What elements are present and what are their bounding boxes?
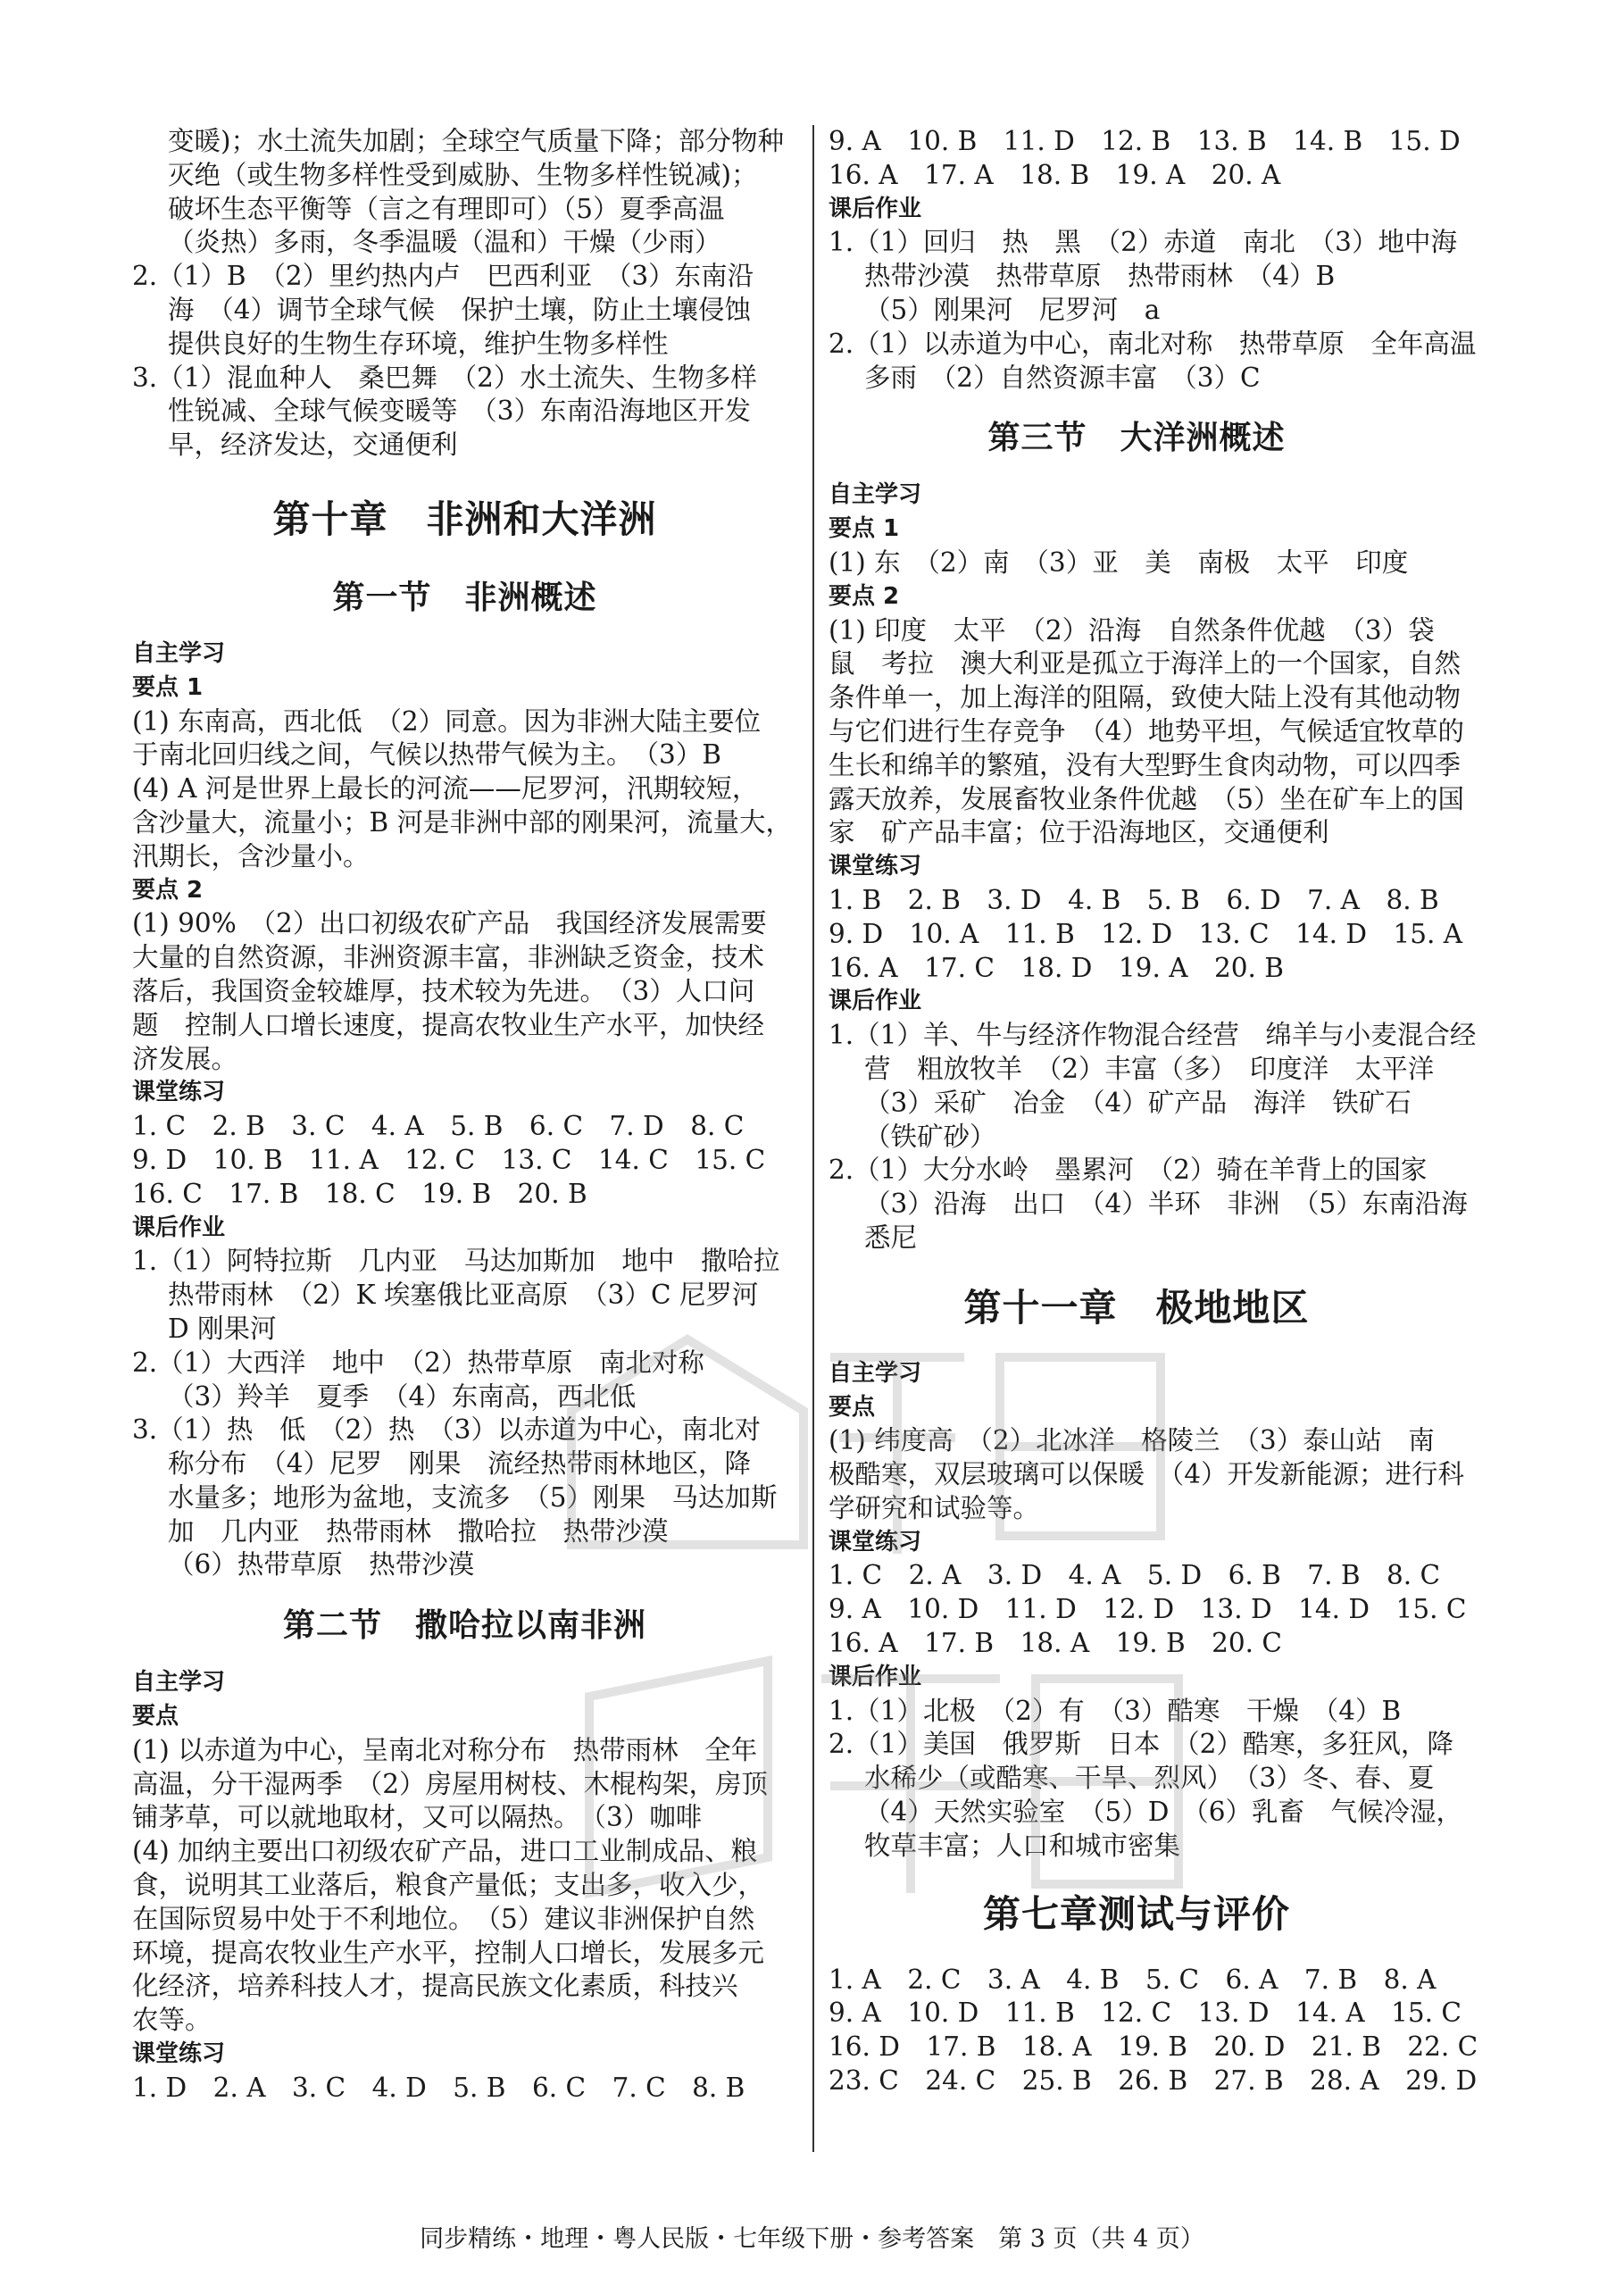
self-study-label: 自主学习 — [829, 1359, 922, 1387]
answer-line: (1) 纬度高 （2）北冰洋 格陵兰 （3）泰山站 南 — [829, 1425, 1435, 1456]
answer-line: 1.（1）回归 热 黑 （2）赤道 南北 （3）地中海 — [829, 227, 1457, 258]
answer-line: 1. B 2. B 3. D 4. B 5. B 6. D 7. A 8. B — [829, 884, 1439, 915]
answer-line: 环境，提高农牧业生产水平，控制人口增长，发展多元 — [132, 1937, 765, 1968]
homework-label: 课后作业 — [829, 1663, 922, 1690]
answer-line: 热带雨林 （2）K 埃塞俄比亚高原 （3）C 尼罗河 — [168, 1280, 759, 1311]
answer-line: 含沙量大，流量小；B 河是非洲中部的刚果河，流量大， — [132, 806, 793, 838]
answer-line: (4) 加纳主要出口初级农矿产品，进口工业制成品、粮 — [132, 1836, 758, 1867]
class-practice-label: 课堂练习 — [132, 2040, 226, 2068]
self-study-label: 自主学习 — [132, 1669, 226, 1697]
answer-line: 在国际贸易中处于不利地位。 （5）建议非洲保护自然 — [132, 1903, 755, 1934]
left-column — [132, 125, 797, 2106]
answer-line: 鼠 考拉 澳大利亚是孤立于海洋上的一个国家，自然 — [829, 648, 1462, 680]
answer-line: 2.（1）大西洋 地中 （2）热带草原 南北对称 — [132, 1347, 704, 1378]
key-point-label: 要点 — [132, 1703, 179, 1731]
answer-line: 2.（1）美国 俄罗斯 日本 （2）酷寒，多狂风，降 — [829, 1729, 1453, 1760]
key-point-1-label: 要点 1 — [829, 515, 900, 543]
test-answers — [829, 1964, 1478, 2098]
answer-line: 与它们进行生存竞争 （4）地势平坦，气候适宜牧草的 — [829, 715, 1465, 746]
answer-line: 水稀少（或酷寒、干旱、烈风） （3）冬、春、夏 — [864, 1763, 1435, 1794]
answer-line: 1.（1）阿特拉斯 几内亚 马达加斯加 地中 撒哈拉 — [132, 1246, 780, 1277]
key-point-1-answers — [132, 705, 797, 874]
class-practice-answers — [829, 884, 1463, 985]
key-point-2-label: 要点 2 — [829, 582, 900, 610]
answer-line: 16. C 17. B 18. C 19. B 20. B — [132, 1178, 587, 1209]
continuation-block — [132, 125, 797, 463]
chapter-11-title: 第十一章 极地地区 — [963, 1285, 1310, 1330]
section-3-title: 第三节 大洋洲概述 — [987, 420, 1286, 457]
section-2-title: 第二节 撒哈拉以南非洲 — [282, 1607, 646, 1645]
class-practice-label: 课堂练习 — [829, 1528, 922, 1556]
homework-answers — [829, 226, 1477, 395]
answer-line: 2.（1）B （2）里约热内卢 巴西利亚 （3）东南沿 — [132, 261, 754, 292]
homework-answers — [829, 1019, 1477, 1255]
answer-line: 1. C 2. A 3. D 4. A 5. D 6. B 7. B 8. C — [829, 1560, 1441, 1591]
answer-line: 1.（1）羊、牛与经济作物混合经营 绵羊与小麦混合经 — [829, 1020, 1477, 1051]
answer-line: 海 （4）调节全球气候 保护土壤，防止土壤侵蚀 — [168, 294, 752, 325]
answer-line: 于南北回归线之间，气候以热带气候为主。 （3）B — [132, 739, 721, 771]
chapter-10-title: 第十章 非洲和大洋洲 — [272, 496, 657, 541]
answer-line: 悉尼 — [864, 1222, 918, 1253]
answer-line: （3）采矿 冶金 （4）矿产品 海洋 铁矿石 — [864, 1087, 1412, 1118]
answer-line: 3.（1）热 低 （2）热 （3）以赤道为中心，南北对 — [132, 1414, 761, 1446]
answer-line: 9. D 10. A 11. B 12. D 13. C 14. D 15. A — [829, 918, 1463, 949]
answer-line: (1) 90% （2）出口初级农矿产品 我国经济发展需要 — [132, 908, 767, 939]
answer-line: （铁矿砂） — [864, 1121, 996, 1152]
class-practice-answers — [132, 1110, 797, 1211]
answer-line: 23. C 24. C 25. B 26. B 27. B 28. A 29. D — [829, 2065, 1478, 2097]
answer-line: 提供良好的生物生存环境，维护生物多样性 — [168, 328, 669, 359]
answer-line: 极酷寒，双层玻璃可以保暖 （4）开发新能源；进行科 — [829, 1459, 1465, 1490]
answer-line: 3.（1）混血种人 桑巴舞 （2）水土流失、生物多样 — [132, 362, 757, 393]
answer-line: 16. A 17. B 18. A 19. B 20. C — [829, 1628, 1282, 1659]
answer-line: (1) 东南高，西北低 （2）同意。因为非洲大陆主要位 — [132, 705, 762, 737]
answer-line: 9. A 10. D 11. B 12. C 13. D 14. A 15. C — [829, 1998, 1462, 2029]
answer-line: 食，说明其工业落后，粮食产量低；支出多，收入少， — [132, 1870, 765, 1901]
answer-line: 1. A 2. C 3. A 4. B 5. C 6. A 7. B 8. A — [829, 1964, 1437, 1995]
answer-line: 营 粗放牧羊 （2）丰富（多） 印度洋 太平洋 — [864, 1053, 1435, 1084]
answer-line: 化经济，培养科技人才，提高民族文化素质，科技兴 — [132, 1971, 738, 2002]
key-point-2-answers — [132, 907, 797, 1076]
answer-line: 加 几内亚 热带雨林 撒哈拉 热带沙漠 — [168, 1515, 669, 1547]
answer-line: 落后，我国资金较雄厚，技术较为先进。 （3）人口问 — [132, 975, 755, 1006]
answer-line: 济发展。 — [132, 1043, 238, 1074]
answer-line: 农等。 — [132, 2005, 212, 2036]
page-footer: 同步精练・地理・粤人民版・七年级下册・参考答案 第 3 页（共 4 页） — [420, 2225, 1204, 2253]
answer-line: 1. C 2. B 3. C 4. A 5. B 6. C 7. D 8. C — [132, 1111, 745, 1142]
answer-line: 9. A 10. B 11. D 12. B 13. B 14. B 15. D — [829, 126, 1461, 156]
answer-line: 2.（1）大分水岭 墨累河 （2）骑在羊背上的国家 — [829, 1155, 1428, 1186]
class-practice-answers — [132, 2072, 797, 2106]
answer-line: 露天放养，发展畜牧业条件优越 （5）坐在矿车上的国 — [829, 783, 1465, 814]
answer-line: 性锐减、全球气候变暖等 （3）东南沿海地区开发 — [168, 396, 752, 427]
answer-line: 铺茅草，可以就地取材，又可以隔热。 （3）咖啡 — [132, 1802, 703, 1833]
answer-line: D 刚果河 — [168, 1313, 277, 1344]
key-point-2-answers — [829, 614, 1465, 851]
answer-line: 生长和绵羊的繁殖，没有大型野生食肉动物，可以四季 — [829, 749, 1462, 780]
answer-line: 家 矿产品丰富；位于沿海地区，交通便利 — [829, 817, 1329, 848]
self-study-label: 自主学习 — [829, 481, 922, 509]
answer-line: 水量多；地形为盆地，支流多 （5）刚果 马达加斯 — [168, 1481, 778, 1513]
answer-line: 16. D 17. B 18. A 19. B 20. D 21. B 22. C — [829, 2031, 1478, 2063]
answer-line: 学研究和试验等。 — [829, 1492, 1040, 1523]
key-point-answers — [132, 1734, 797, 2038]
answer-line: （3）羚羊 夏季 （4）东南高，西北低 — [168, 1380, 637, 1412]
homework-answers — [829, 1695, 1462, 1864]
answer-line: 高温，分干湿两季 （2）房屋用树枝、木棍构架，房顶 — [132, 1768, 769, 1799]
answer-line: 9. D 10. B 11. A 12. C 13. C 14. C 15. C — [132, 1144, 766, 1175]
answer-line: (1) 东 （2）南 （3）亚 美 南极 太平 印度 — [829, 546, 1409, 578]
homework-answers — [132, 1245, 797, 1582]
key-point-2-label: 要点 2 — [132, 876, 204, 904]
answer-line: （炎热）多雨，冬季温暖（温和）干燥（少雨） — [168, 227, 721, 258]
answer-line: 牧草丰富；人口和城市密集 — [864, 1830, 1181, 1861]
answer-line: 灭绝（或生物多样性受到威胁、生物多样性锐减)； — [168, 159, 758, 190]
answer-line: 2.（1）以赤道为中心，南北对称 热带草原 全年高温 — [829, 328, 1477, 359]
answer-line: 1. D 2. A 3. C 4. D 5. B 6. C 7. C 8. B — [132, 2072, 745, 2103]
answer-line: (1) 以赤道为中心，呈南北对称分布 热带雨林 全年 — [132, 1734, 758, 1765]
answer-line: 汛期长，含沙量小。 — [132, 840, 370, 872]
column-divider — [812, 125, 814, 2152]
answer-line: 题 控制人口增长速度，提高农牧业生产水平，加快经 — [132, 1009, 765, 1040]
class-practice-label: 课堂练习 — [132, 1079, 226, 1106]
right-column — [829, 125, 1478, 2098]
key-point-1-label: 要点 1 — [132, 673, 204, 701]
class-practice-label: 课堂练习 — [829, 853, 922, 880]
answer-line: (4) A 河是世界上最长的河流——尼罗河，汛期较短， — [132, 773, 759, 805]
answer-line: （5）刚果河 尼罗河 a — [864, 294, 1161, 325]
section-1-title: 第一节 非洲概述 — [332, 579, 597, 616]
answer-line: 破坏生态平衡等（言之有理即可）（5）夏季高温 — [168, 193, 725, 224]
answer-line: 称分布 （4）尼罗 刚果 流经热带雨林地区，降 — [168, 1448, 752, 1480]
answer-line: 多雨 （2）自然资源丰富 （3）C — [864, 362, 1261, 393]
answer-line: 热带沙漠 热带草原 热带雨林 （4）B — [864, 261, 1336, 292]
answer-line: 早，经济发达，交通便利 — [168, 430, 458, 461]
answer-line: 1.（1）北极 （2）有 （3）酷寒 干燥 （4）B — [829, 1695, 1402, 1726]
class-practice-continued — [829, 125, 1461, 193]
key-point-label: 要点 — [829, 1393, 876, 1421]
key-point-answers — [829, 1424, 1465, 1525]
self-study-label: 自主学习 — [132, 639, 226, 667]
answer-line: 9. A 10. D 11. D 12. D 13. D 14. D 15. C — [829, 1594, 1467, 1625]
chapter-7-test-title: 第七章测试与评价 — [982, 1891, 1290, 1936]
answer-line: （3）沿海 出口 （4）半环 非洲 （5）东南沿海 — [864, 1189, 1468, 1220]
class-practice-answers — [829, 1559, 1467, 1660]
answer-line: 条件单一，加上海洋的阻隔，致使大陆上没有其他动物 — [829, 682, 1462, 713]
answer-line: 大量的自然资源，非洲资源丰富，非洲缺乏资金，技术 — [132, 942, 765, 973]
answer-line: （6）热带草原 热带沙漠 — [168, 1549, 475, 1581]
answer-line: 16. A 17. A 18. B 19. A 20. A — [829, 159, 1281, 190]
answer-line: 16. A 17. C 18. D 19. A 20. B — [829, 952, 1284, 983]
homework-label: 课后作业 — [829, 988, 922, 1015]
answer-line: (1) 印度 太平 （2）沿海 自然条件优越 （3）袋 — [829, 614, 1435, 646]
key-point-1-answers — [829, 546, 1445, 580]
answer-line: 变暖)；水土流失加剧；全球空气质量下降；部分物种 — [168, 126, 785, 156]
answer-line: （4）天然实验室 （5）D （6）乳畜 气候冷湿， — [864, 1797, 1462, 1828]
homework-label: 课后作业 — [829, 195, 922, 222]
homework-label: 课后作业 — [132, 1214, 226, 1241]
